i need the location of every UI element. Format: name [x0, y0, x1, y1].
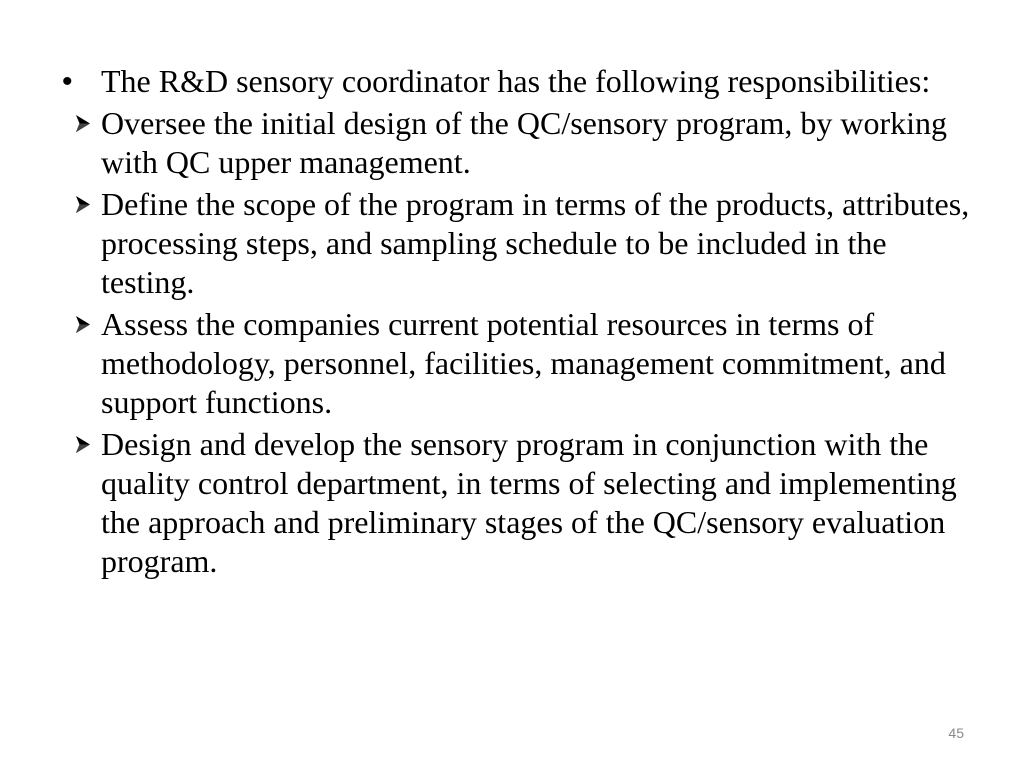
- responsibility-item-2: [60, 185, 980, 302]
- page-number: 45: [948, 725, 964, 741]
- responsibility-text-1: Oversee the initial design of the QC/sensory program, by working with QC upper management.: [101, 105, 948, 180]
- responsibility-text-4: Design and develop the sensory program in conjunction with the quality control department, in terms of selecting and implementing the approach and preliminary stages of the QC/sensory evaluation program.: [101, 426, 957, 579]
- intro-text: The R&D sensory coordinator has the following responsibilities:: [101, 63, 931, 99]
- responsibility-text-2: Define the scope of the program in terms of the products, attributes, processing steps, and sampling schedule to be included in the testing.: [101, 186, 970, 300]
- bullet-dot-icon: •: [62, 65, 73, 98]
- responsibility-item-4: [60, 425, 980, 581]
- slide-body: [60, 62, 980, 584]
- responsibility-text-3: Assess the companies current potential resources in terms of methodology, personnel, facilities, management commitment, and support functions.: [101, 306, 946, 420]
- arrowhead-bullet-icon: [60, 185, 98, 213]
- intro-bullet: [60, 62, 980, 101]
- responsibility-item-1: [60, 104, 980, 182]
- responsibility-item-3: [60, 305, 980, 422]
- arrowhead-bullet-icon: [60, 104, 98, 132]
- arrowhead-bullet-icon: [60, 305, 98, 333]
- arrowhead-bullet-icon: [60, 425, 98, 453]
